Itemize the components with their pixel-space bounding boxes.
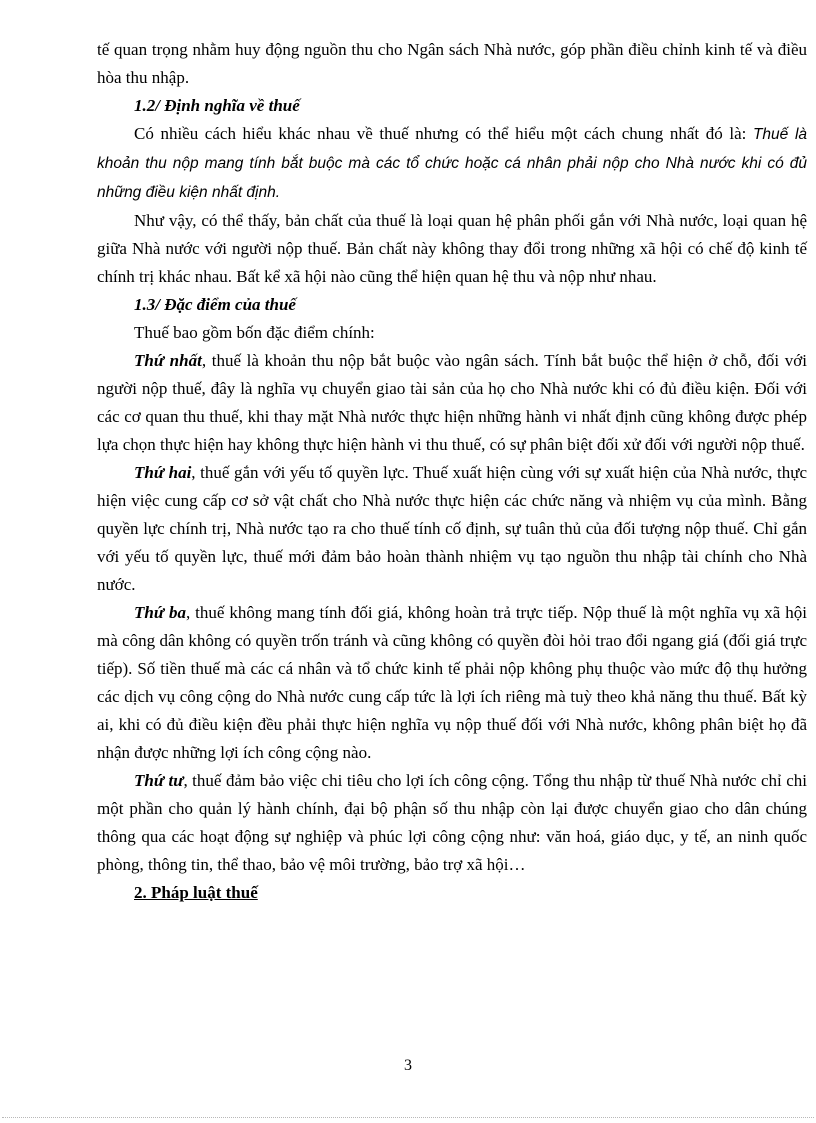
page-number: 3 <box>404 1057 412 1074</box>
intro-paragraph: tế quan trọng nhằm huy động nguồn thu cho Ngân sách Nhà nước, góp phần điều chỉnh kinh tế và điều hòa thu nhập. <box>97 40 807 87</box>
feature-paragraph-2 <box>97 459 807 599</box>
definition-text: Thuế là khoản thu nộp mang tính bắt buộc mà các tổ chức hoặc cá nhân phải nộp cho Nhà nước khi có đủ những điều kiện nhất định. <box>97 126 808 201</box>
features-intro: Thuế bao gồm bốn đặc điểm chính: <box>134 323 375 342</box>
definition-paragraph <box>97 120 807 207</box>
section-1-3-heading: 1.3/ Đặc điểm của thuế <box>134 295 296 314</box>
definition-lead-text: Có nhiều cách hiểu khác nhau về thuế nhưng có thể hiểu một cách chung nhất đó là: <box>134 124 753 143</box>
feature-paragraph-3 <box>97 599 807 767</box>
nature-paragraph: Như vậy, có thể thấy, bản chất của thuế là loại quan hệ phân phối gắn với Nhà nước, loại quan hệ giữa Nhà nước với người nộp thuế. Bản chất này không thay đổi trong những xã hội có chế độ kinh tế chính trị khác nhau. Bất kể xã hội nào cũng thể hiện quan hệ thu và nộp như nhau. <box>97 211 807 286</box>
section-2-heading-line <box>97 879 807 907</box>
feature-text: , thuế không mang tính đối giá, không hoàn trả trực tiếp. Nộp thuế là một nghĩa vụ xã hội mà công dân không có quyền trốn tránh và cũng không có quyền đòi hỏi trao đổi ngang giá (đối giá trực tiếp). Số tiền thuế mà các cá nhân và tổ chức kinh tế phải nộp không phụ thuộc vào mức độ thụ hưởng các dịch vụ công cộng do Nhà nước cung cấp tức là lợi ích riêng mà tuỳ theo khả năng thu thuế. Bất kỳ ai, khi có đủ điều kiện đều phải thực hiện nghĩa vụ nộp thuế đối với Nhà nước, không phân biệt họ đã nhận được những lợi ích công cộng nào. <box>97 603 807 762</box>
page-content <box>97 36 807 907</box>
feature-lead: Thứ ba <box>134 603 186 622</box>
feature-paragraph-4 <box>97 767 807 879</box>
feature-lead: Thứ nhất <box>134 351 202 370</box>
feature-paragraph-1 <box>97 347 807 459</box>
feature-text: , thuế là khoản thu nộp bắt buộc vào ngân sách. Tính bắt buộc thể hiện ở chỗ, đối với người nộp thuế, đây là nghĩa vụ chuyển giao tài sản của họ cho Nhà nước khi có đủ điều kiện. Đối với các cơ quan thu thuế, khi thay mặt Nhà nước thực hiện những hành vi nhất định cũng không được phép lựa chọn thực hiện hay không thực hiện hành vi thu thuế, có sự phân biệt đối xử đối với người nộp thuế. <box>97 351 807 454</box>
feature-lead: Thứ tư <box>134 771 184 790</box>
section-2-heading: 2. Pháp luật thuế <box>134 883 258 902</box>
page-bottom-divider <box>2 1117 814 1118</box>
feature-text: , thuế gắn với yếu tố quyền lực. Thuế xuất hiện cùng với sự xuất hiện của Nhà nước, thực hiện việc cung cấp cơ sở vật chất cho Nhà nước thực hiện các chức năng và nhiệm vụ của mình. Bằng quyền lực chính trị, Nhà nước tạo ra cho thuế tính cố định, sự tuân thủ của đối tượng nộp thuế. Chỉ gắn với yếu tố quyền lực, thuế mới đảm bảo hoàn thành nhiệm vụ tạo nguồn thu nhập tài chính cho Nhà nước. <box>97 463 807 594</box>
feature-text: , thuế đảm bảo việc chi tiêu cho lợi ích công cộng. Tổng thu nhập từ thuế Nhà nước chỉ chi một phần cho quản lý hành chính, đại bộ phận số thu nhập còn lại được chuyển giao cho dân chúng thông qua các hoạt động sự nghiệp và phúc lợi công cộng như: văn hoá, giáo dục, y tế, an ninh quốc phòng, thông tin, thể thao, bảo vệ môi trường, bảo trợ xã hội… <box>97 771 807 874</box>
section-1-2-heading: 1.2/ Định nghĩa về thuế <box>134 96 300 115</box>
feature-lead: Thứ hai <box>134 463 192 482</box>
